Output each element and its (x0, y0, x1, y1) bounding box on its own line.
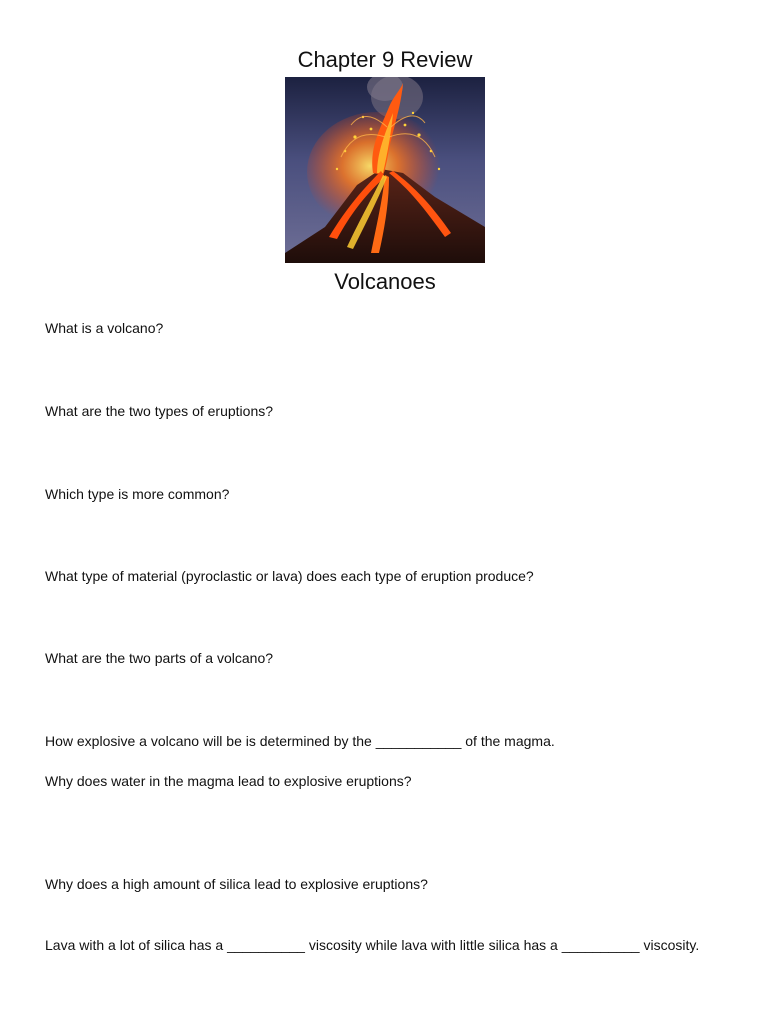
question-7: Why does water in the magma lead to explosive eruptions? (45, 773, 412, 789)
question-6: How explosive a volcano will be is determined by the ___________ of the magma. (45, 733, 555, 749)
question-2: What are the two types of eruptions? (45, 403, 274, 419)
question-9: Lava with a lot of silica has a __________ viscosity while lava with little silica has a __________ viscosity. (45, 937, 700, 953)
page-title: Chapter 9 Review (297, 47, 473, 72)
question-5: What are the two parts of a volcano? (45, 650, 274, 666)
question-8: Why does a high amount of silica lead to explosive eruptions? (45, 876, 428, 892)
question-3: Which type is more common? (45, 486, 230, 502)
erupting-volcano-photo (285, 77, 485, 263)
section-title: Volcanoes (334, 269, 436, 294)
question-4: What type of material (pyroclastic or lava) does each type of eruption produce? (45, 568, 534, 584)
question-1: What is a volcano? (45, 320, 164, 336)
